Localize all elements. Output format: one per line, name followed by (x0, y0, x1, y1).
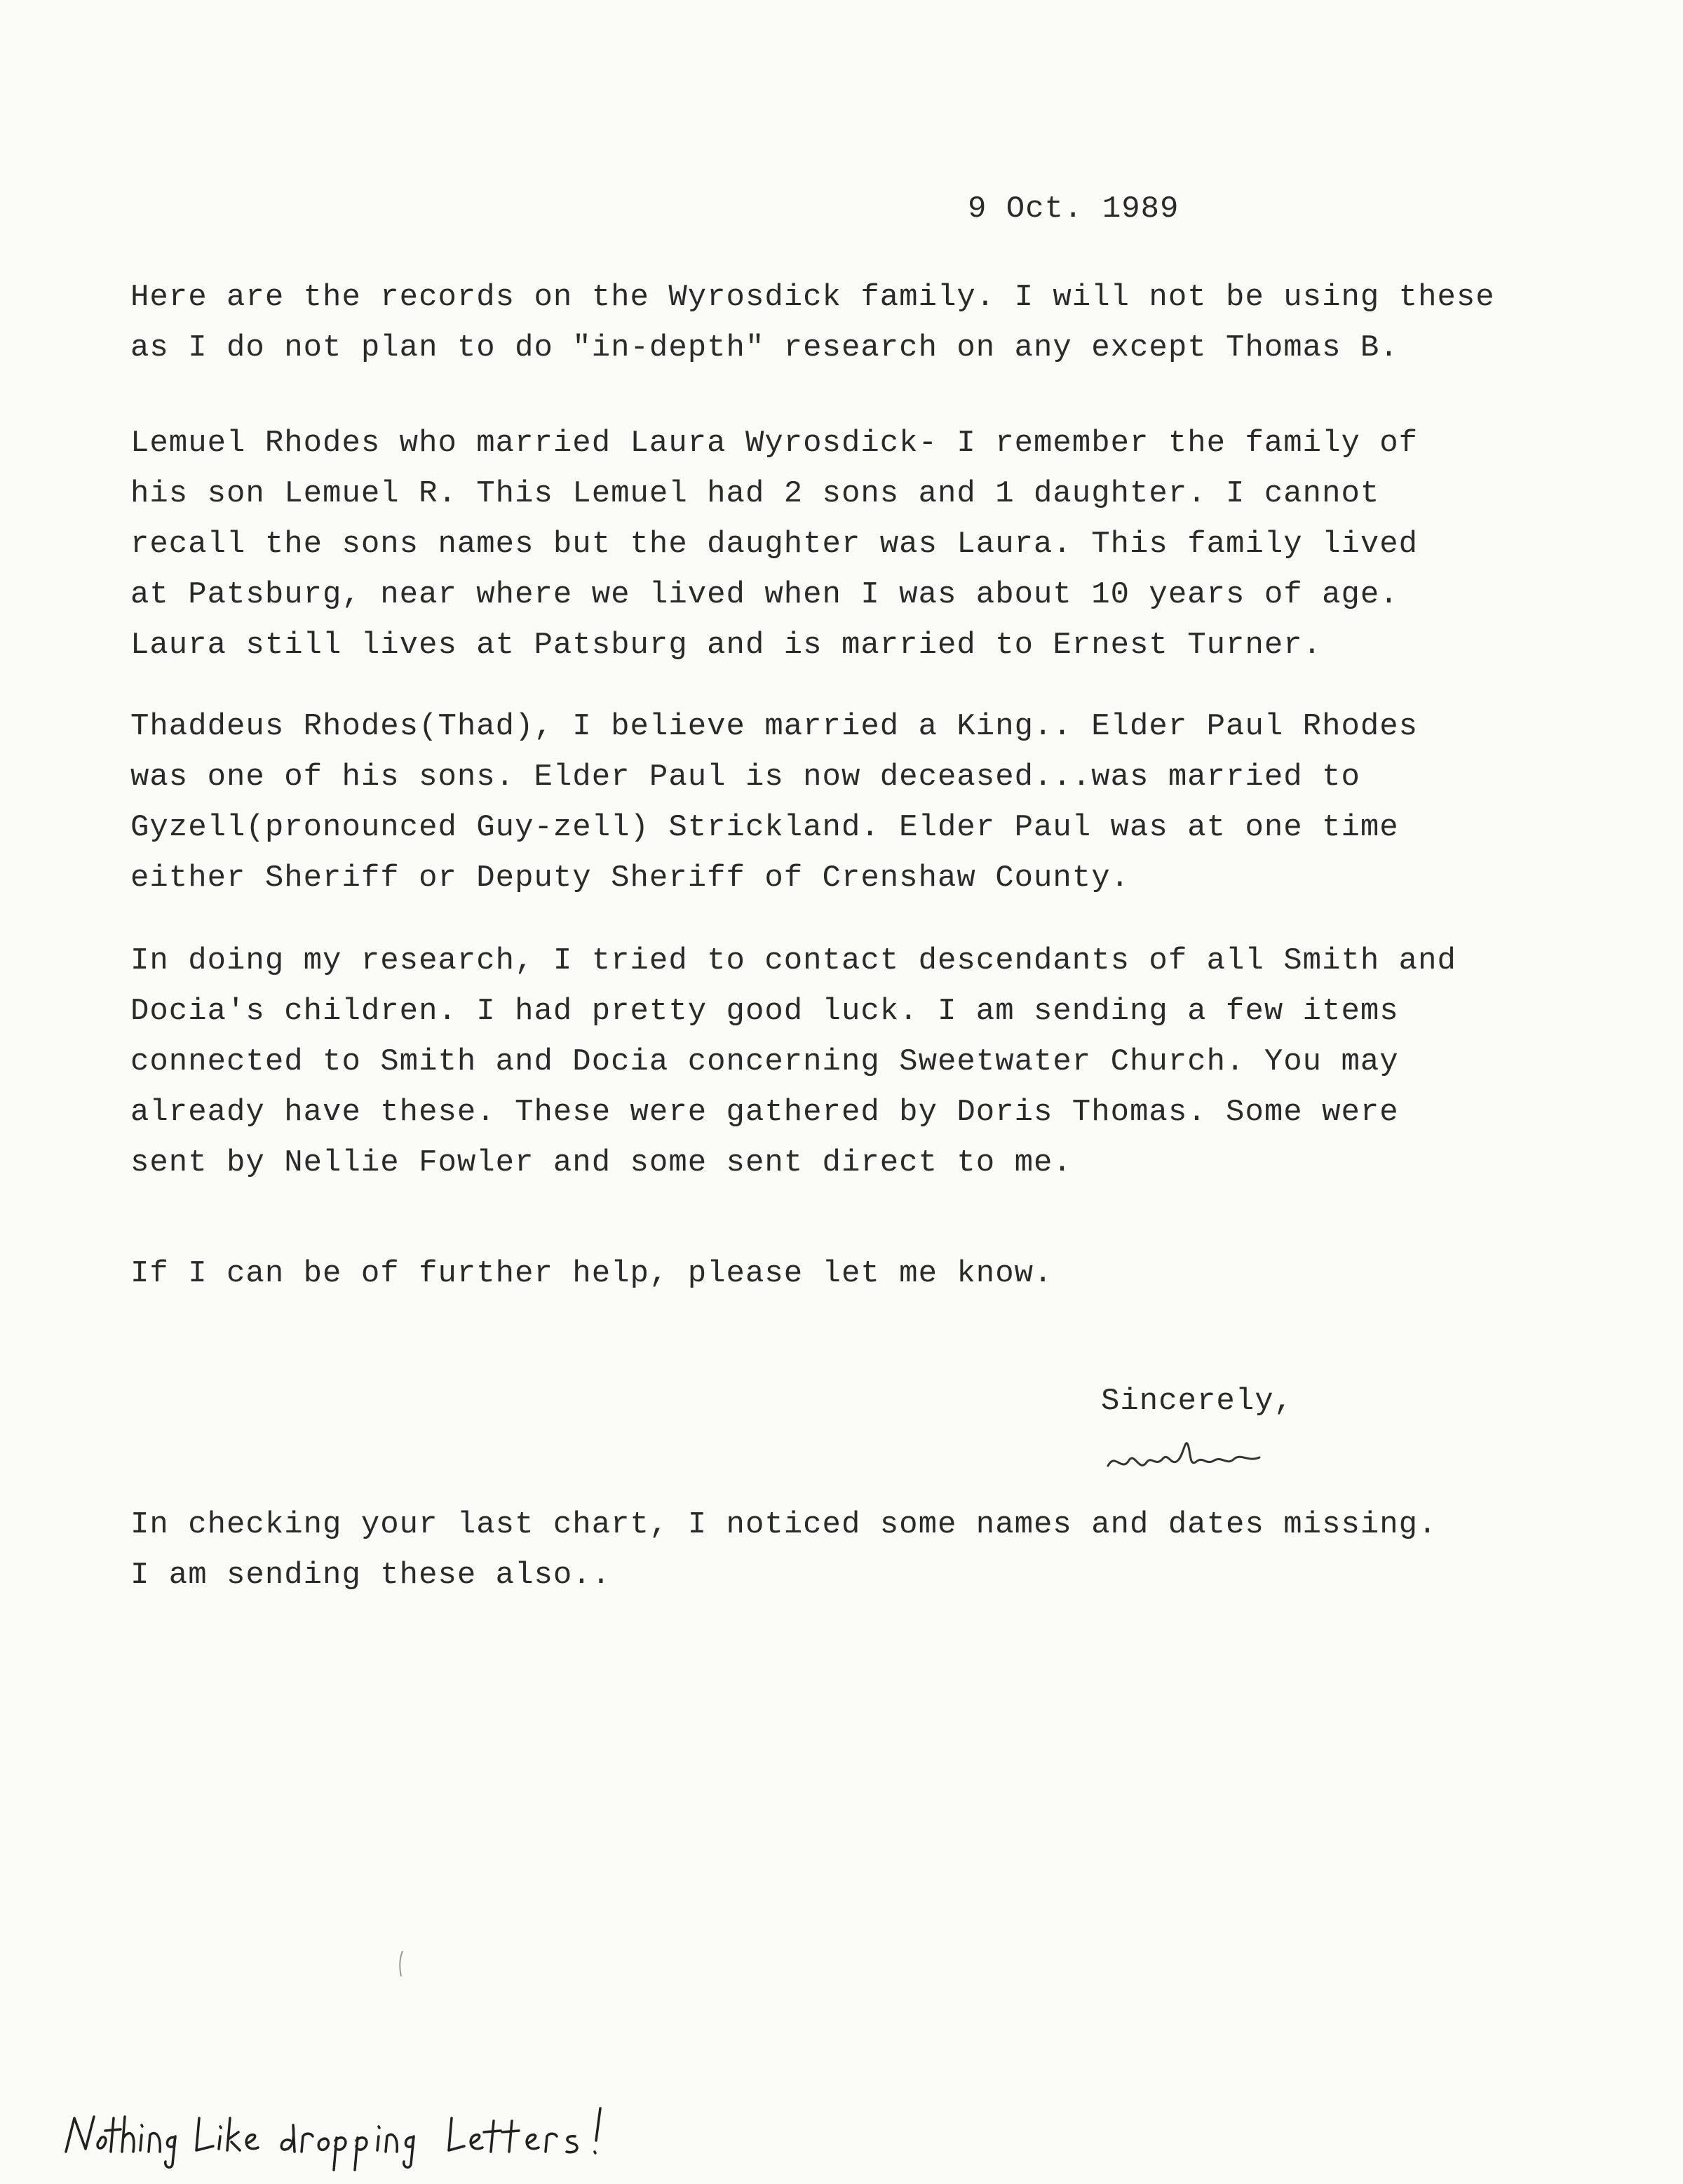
text-line: If I can be of further help, please let me know. (130, 1256, 1053, 1291)
text-line: sent by Nellie Fowler and some sent direct to me. (130, 1145, 1072, 1180)
text-line: already have these. These were gathered by Doris Thomas. Some were (130, 1095, 1399, 1130)
signature (1101, 1424, 1269, 1487)
paragraph-further-help (130, 1248, 1053, 1299)
text-line: I am sending these also.. (130, 1558, 611, 1593)
text-line: Thaddeus Rhodes(Thad), I believe married a King.. Elder Paul Rhodes (130, 709, 1419, 744)
text-line: connected to Smith and Docia concerning Sweetwater Church. You may (130, 1044, 1399, 1079)
text-line: Laura still lives at Patsburg and is married to Ernest Turner. (130, 628, 1323, 663)
letter-date: 9 Oct. 1989 (968, 191, 1180, 227)
text-line: as I do not plan to do "in-depth" research on any except Thomas B. (130, 330, 1399, 365)
text-line: Docia's children. I had pretty good luck. I am sending a few items (130, 994, 1399, 1029)
text-line: his son Lemuel R. This Lemuel had 2 sons and 1 daughter. I cannot (130, 476, 1380, 511)
paragraph-thaddeus-rhodes (130, 701, 1418, 903)
postscript (130, 1499, 1438, 1600)
text-line: In checking your last chart, I noticed some names and dates missing. (130, 1507, 1438, 1542)
text-line: at Patsburg, near where we lived when I was about 10 years of age. (130, 577, 1399, 612)
paragraph-research (130, 936, 1456, 1188)
closing-sincerely: Sincerely, (1101, 1384, 1294, 1419)
text-line: was one of his sons. Elder Paul is now deceased...was married to (130, 760, 1360, 795)
text-line: Here are the records on the Wyrosdick family. I will not be using these (130, 280, 1495, 315)
stray-ink-mark (397, 1950, 405, 1978)
text-line: either Sheriff or Deputy Sheriff of Crenshaw County. (130, 861, 1130, 896)
text-line: In doing my research, I tried to contact descendants of all Smith and (130, 943, 1456, 978)
paragraph-records (130, 272, 1495, 373)
text-line: Lemuel Rhodes who married Laura Wyrosdick- I remember the family of (130, 426, 1419, 461)
handwritten-margin-note (59, 2097, 690, 2174)
text-line: recall the sons names but the daughter was Laura. This family lived (130, 527, 1419, 562)
text-line: Gyzell(pronounced Guy-zell) Strickland. Elder Paul was at one time (130, 810, 1399, 845)
paragraph-lemuel-rhodes (130, 418, 1418, 670)
